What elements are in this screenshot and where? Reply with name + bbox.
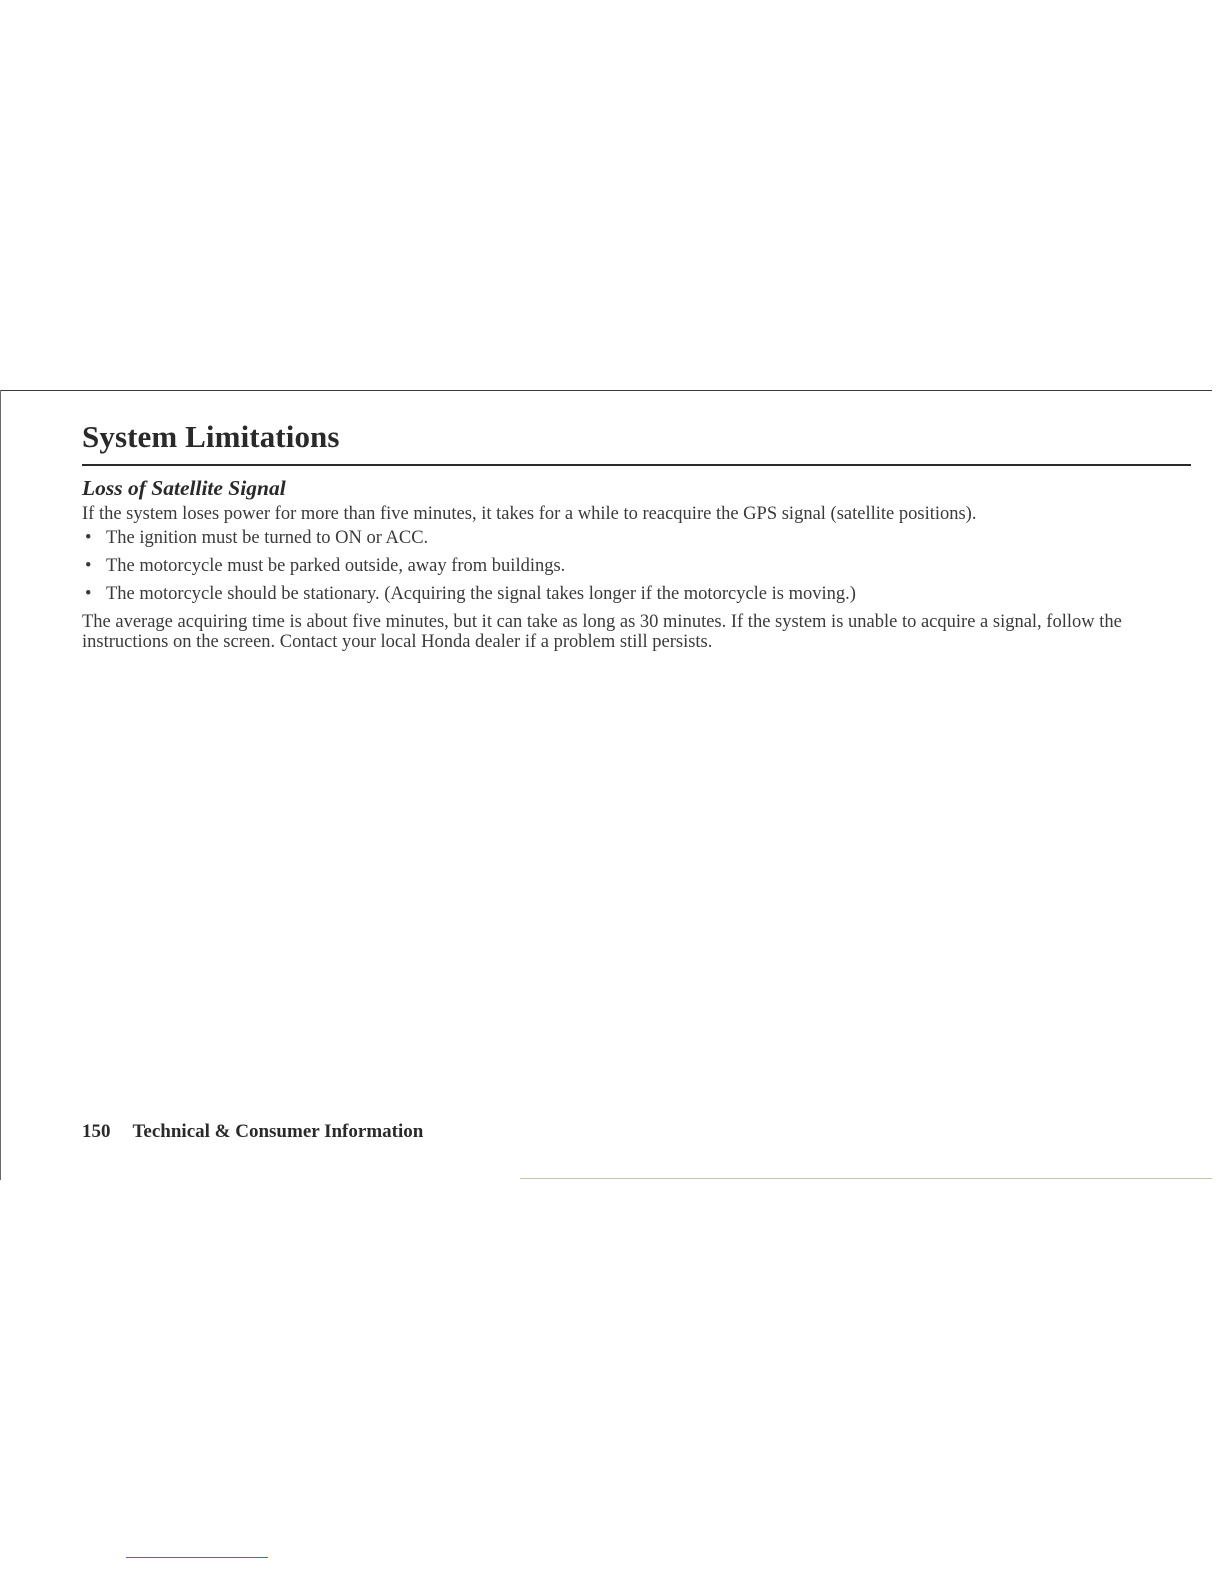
page-number: 150 [82,1121,111,1142]
list-item [82,528,1182,548]
section-title: System Limitations [82,419,340,454]
bottom-divider [126,1557,268,1558]
list-item [82,556,1182,576]
bullet-icon: • [85,556,92,576]
bullet-icon: • [85,584,92,604]
page-footer [82,1121,423,1143]
page-border-left [0,390,1,1180]
page-border-bottom [520,1178,1212,1179]
list-item [82,584,1182,604]
subsection-heading: Loss of Satellite Signal [82,476,286,500]
section-content [82,474,1182,652]
list-item-text: The motorcycle must be parked outside, away from buildings. [106,556,566,576]
bullet-icon: • [85,528,92,548]
title-divider [82,464,1191,466]
page-border-top [0,390,1212,391]
list-item-text: The motorcycle should be stationary. (Acquiring the signal takes longer if the motorcycle is moving.) [106,584,856,604]
chapter-title: Technical & Consumer Information [132,1121,424,1142]
closing-paragraph: The average acquiring time is about five minutes, but it can take as long as 30 minutes. If the system is unable to acquire a signal, follow the instructions on the screen. Contact your local Honda dealer if a problem still persists. [82,612,1122,652]
intro-paragraph: If the system loses power for more than five minutes, it takes for a while to reacquire the GPS signal (satellite positions). [82,504,977,524]
requirements-list [82,528,1182,604]
list-item-text: The ignition must be turned to ON or ACC. [106,528,429,548]
